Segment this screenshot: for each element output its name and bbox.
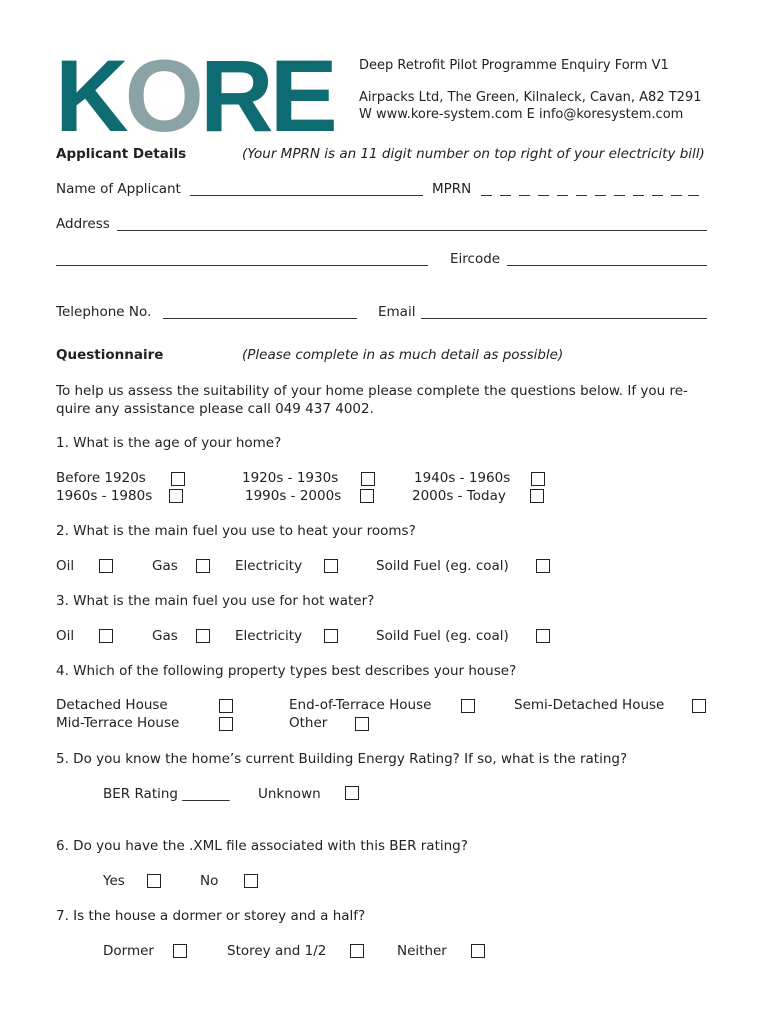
mprn-note: (Your MPRN is an 11 digit number on top right of your electricity bill) [242, 146, 705, 162]
q1-option-label: Before 1920s [56, 470, 146, 486]
q1-checkbox-1990s-2000s[interactable] [360, 489, 374, 503]
q2-option-label: Oil [56, 558, 75, 574]
name-field[interactable] [190, 195, 423, 196]
q2-text: 2. What is the main fuel you use to heat your rooms? [56, 523, 416, 539]
q4-text: 4. Which of the following property types best describes your house? [56, 663, 517, 679]
name-label: Name of Applicant [56, 181, 181, 197]
q3-option-label: Electricity [235, 628, 303, 644]
q1-option-label: 2000s - Today [412, 488, 506, 504]
q6-text: 6. Do you have the .XML file associated with this BER rating? [56, 838, 468, 854]
address-field-line1[interactable] [117, 230, 707, 231]
q3-checkbox-solid-fuel[interactable] [536, 629, 550, 643]
logo-letter-r: R [200, 39, 270, 153]
q2-checkbox-solid-fuel[interactable] [536, 559, 550, 573]
q3-checkbox-electricity[interactable] [324, 629, 338, 643]
q2-option-label: Soild Fuel (eg. coal) [376, 558, 509, 574]
q6-checkbox-no[interactable] [244, 874, 258, 888]
q3-checkbox-oil[interactable] [99, 629, 113, 643]
q3-checkbox-gas[interactable] [196, 629, 210, 643]
email-field[interactable] [421, 318, 707, 319]
ber-rating-field[interactable]: BER Rating _______ [103, 786, 230, 802]
q1-option-label: 1990s - 2000s [245, 488, 342, 504]
q1-checkbox-1960s-1980s[interactable] [169, 489, 183, 503]
company-contact: W www.kore-system.com E info@koresystem.com [359, 107, 684, 122]
q7-checkbox-dormer[interactable] [173, 944, 187, 958]
logo-letter-k: K [55, 39, 125, 153]
q4-option-label: Mid-Terrace House [56, 715, 180, 731]
q2-option-label: Electricity [235, 558, 303, 574]
logo-letter-o: O [124, 39, 201, 153]
q4-checkbox-detached[interactable] [219, 699, 233, 713]
kore-logo [55, 39, 350, 153]
applicant-heading: Applicant Details [56, 146, 187, 162]
q5-text: 5. Do you know the home’s current Building Energy Rating? If so, what is the rating? [56, 751, 628, 767]
q1-option-label: 1960s - 1980s [56, 488, 153, 504]
intro-text-line1: To help us assess the suitability of your home please complete the questions below. If you re- [56, 383, 688, 399]
q4-checkbox-other[interactable] [355, 717, 369, 731]
eircode-label: Eircode [450, 251, 501, 267]
q1-checkbox-1940s-1960s[interactable] [531, 472, 545, 486]
mprn-label: MPRN [432, 181, 472, 197]
telephone-field[interactable] [163, 318, 357, 319]
q6-checkbox-yes[interactable] [147, 874, 161, 888]
q1-option-label: 1940s - 1960s [414, 470, 511, 486]
q1-checkbox-2000s-today[interactable] [530, 489, 544, 503]
q1-text: 1. What is the age of your home? [56, 435, 282, 451]
eircode-field[interactable] [507, 265, 707, 266]
q6-option-label: No [200, 873, 219, 889]
q6-option-label: Yes [103, 873, 125, 889]
q2-checkbox-oil[interactable] [99, 559, 113, 573]
q2-checkbox-electricity[interactable] [324, 559, 338, 573]
q4-option-label: Semi-Detached House [514, 697, 665, 713]
q4-option-label: Detached House [56, 697, 168, 713]
q1-checkbox-1920s-1930s[interactable] [361, 472, 375, 486]
q3-option-label: Gas [152, 628, 178, 644]
q1-checkbox-before-1920s[interactable] [171, 472, 185, 486]
q5-checkbox-unknown[interactable] [345, 786, 359, 800]
telephone-label: Telephone No. [56, 304, 152, 320]
q7-option-label: Storey and 1/2 [227, 943, 327, 959]
q3-text: 3. What is the main fuel you use for hot water? [56, 593, 375, 609]
q2-checkbox-gas[interactable] [196, 559, 210, 573]
unknown-label: Unknown [258, 786, 321, 802]
q4-checkbox-semi-detached[interactable] [692, 699, 706, 713]
q4-checkbox-end-of-terrace[interactable] [461, 699, 475, 713]
q7-checkbox-storey-and-half[interactable] [350, 944, 364, 958]
address-label: Address [56, 216, 110, 232]
intro-text-line2: quire any assistance please call 049 437 4002. [56, 401, 374, 417]
questionnaire-note: (Please complete in as much detail as possible) [242, 347, 564, 363]
q7-option-label: Dormer [103, 943, 154, 959]
company-address: Airpacks Ltd, The Green, Kilnaleck, Cavan, A82 T291 [359, 90, 702, 105]
logo-letter-e: E [269, 39, 334, 153]
q7-option-label: Neither [397, 943, 447, 959]
address-field-line2[interactable] [56, 265, 428, 266]
email-label: Email [378, 304, 416, 320]
q4-option-label: Other [289, 715, 328, 731]
questionnaire-heading: Questionnaire [56, 347, 164, 363]
q4-checkbox-mid-terrace[interactable] [219, 717, 233, 731]
q3-option-label: Soild Fuel (eg. coal) [376, 628, 509, 644]
q3-option-label: Oil [56, 628, 75, 644]
q2-option-label: Gas [152, 558, 178, 574]
q4-option-label: End-of-Terrace House [289, 697, 432, 713]
q7-checkbox-neither[interactable] [471, 944, 485, 958]
q7-text: 7. Is the house a dormer or storey and a half? [56, 908, 366, 924]
form-title: Deep Retrofit Pilot Programme Enquiry Form V1 [359, 58, 669, 73]
q1-option-label: 1920s - 1930s [242, 470, 339, 486]
